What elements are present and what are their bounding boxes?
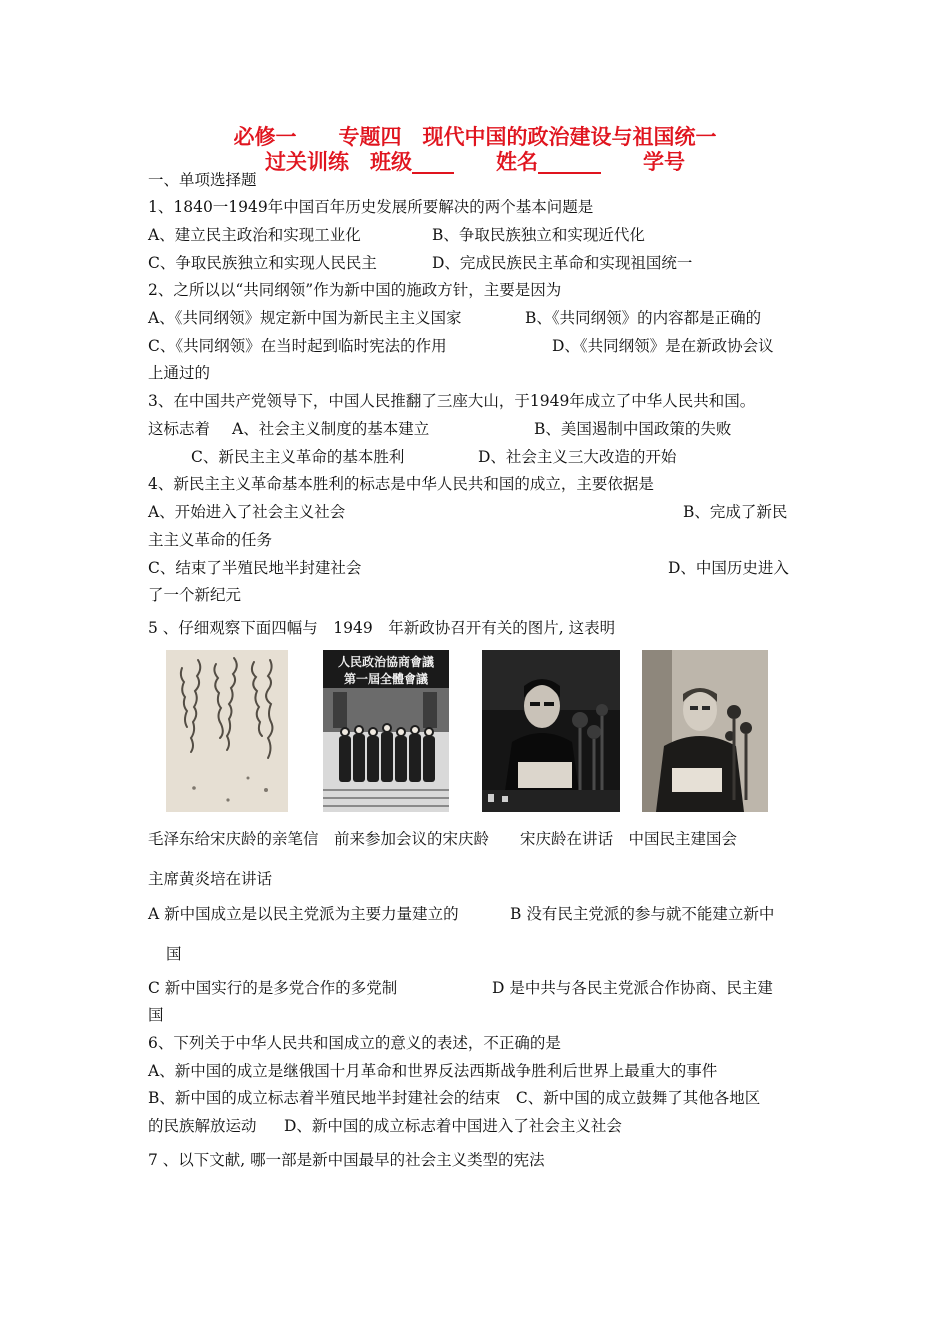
q1-option-b: B、争取民族独立和实现近代化 — [432, 226, 645, 244]
q5-option-b: B 没有民主党派的参与就不能建立新中 — [510, 905, 775, 923]
question-6-stem: 6、下列关于中华人民共和国成立的意义的表述，不正确的是 — [148, 1034, 561, 1052]
q4-option-a: A、开始进入了社会主义社会 — [148, 503, 346, 521]
question-5-stem: 5 、仔细观察下面四幅与 1949 年新政协召开有关的图片, 这表明 — [148, 619, 616, 637]
question-4-stem: 4、新民主主义革命基本胜利的标志是中华人民共和国的成立，主要依据是 — [148, 475, 654, 493]
q4-option-d-continued: 了一个新纪元 — [148, 586, 242, 604]
q5-option-d-continued: 国 — [148, 1006, 164, 1024]
photo-group-attendees — [323, 650, 449, 812]
q4-option-c: C、结束了半殖民地半封建社会 — [148, 559, 362, 577]
question-7-stem: 7 、以下文献, 哪一部是新中国最早的社会主义类型的宪法 — [148, 1151, 545, 1169]
q6-option-b-c: B、新中国的成立标志着半殖民地半封建社会的结束 C、新中国的成立鼓舞了其他各地区 — [148, 1089, 761, 1107]
q2-option-d-continued: 上通过的 — [148, 364, 211, 382]
q2-option-c: C、《共同纲领》在当时起到临时宪法的作用 — [148, 337, 447, 355]
q2-option-b: B、《共同纲领》的内容都是正确的 — [525, 309, 762, 327]
q4-option-d: D、中国历史进入 — [668, 559, 789, 577]
q5-option-d: D 是中共与各民主党派合作协商、民主建 — [492, 979, 773, 997]
photo-banner-line2: 第一屆全體會議 — [343, 672, 429, 686]
photo-handwritten-letter — [166, 650, 288, 812]
q1-option-a: A、建立民主政治和实现工业化 — [148, 226, 361, 244]
question-2-stem: 2、之所以以“共同纲领”作为新中国的施政方针，主要是因为 — [148, 281, 562, 299]
section-heading: 一、单项选择题 — [148, 171, 257, 189]
photo-banner-line1: 人民政治協商會議 — [337, 655, 435, 669]
q4-option-b-continued: 主主义革命的任务 — [148, 531, 273, 549]
photo-speaker-soong — [482, 650, 620, 812]
q6-option-c-continued: 的民族解放运动 — [148, 1117, 257, 1135]
q3-option-d: D、社会主义三大改造的开始 — [478, 448, 677, 466]
q2-option-a: A、《共同纲领》规定新中国为新民主主义国家 — [148, 309, 462, 327]
question-3-stem-continued: 这标志着 — [148, 420, 211, 438]
q1-option-c: C、争取民族独立和实现人民民主 — [148, 254, 377, 272]
document-title: 必修一 专题四 现代中国的政治建设与祖国统一 — [233, 125, 717, 149]
q5-option-c: C 新中国实行的是多党合作的多党制 — [148, 979, 398, 997]
q3-option-c: C、新民主主义革命的基本胜利 — [191, 448, 405, 466]
q3-option-a: A、社会主义制度的基本建立 — [232, 420, 430, 438]
q6-option-d: D、新中国的成立标志着中国进入了社会主义社会 — [284, 1117, 622, 1135]
q5-option-b-continued: 国 — [166, 945, 182, 963]
q5-photo-captions: 毛泽东给宋庆龄的亲笔信 前来参加会议的宋庆龄 宋庆龄在讲话 中国民主建国会 — [148, 830, 738, 848]
q3-option-b: B、美国遏制中国政策的失败 — [534, 420, 732, 438]
q5-option-a: A 新中国成立是以民主党派为主要力量建立的 — [148, 905, 459, 923]
q4-option-b: B、完成了新民 — [683, 503, 788, 521]
photo-speaker-huang — [642, 650, 768, 812]
q6-option-a: A、新中国的成立是继俄国十月革命和世界反法西斯战争胜利后世界上最重大的事件 — [148, 1062, 718, 1080]
q5-photo-captions-continued: 主席黄炎培在讲话 — [148, 870, 273, 888]
question-1-stem: 1、1840一1949年中国百年历史发展所要解决的两个基本问题是 — [148, 198, 594, 216]
question-3-stem: 3、在中国共产党领导下，中国人民推翻了三座大山，于1949年成立了中华人民共和国。 — [148, 392, 756, 410]
q2-option-d: D、《共同纲领》是在新政协会议 — [552, 337, 774, 355]
document-subtitle: 过关训练 班级____ 姓名______ 学号 — [265, 150, 685, 174]
q1-option-d: D、完成民族民主革命和实现祖国统一 — [432, 254, 693, 272]
